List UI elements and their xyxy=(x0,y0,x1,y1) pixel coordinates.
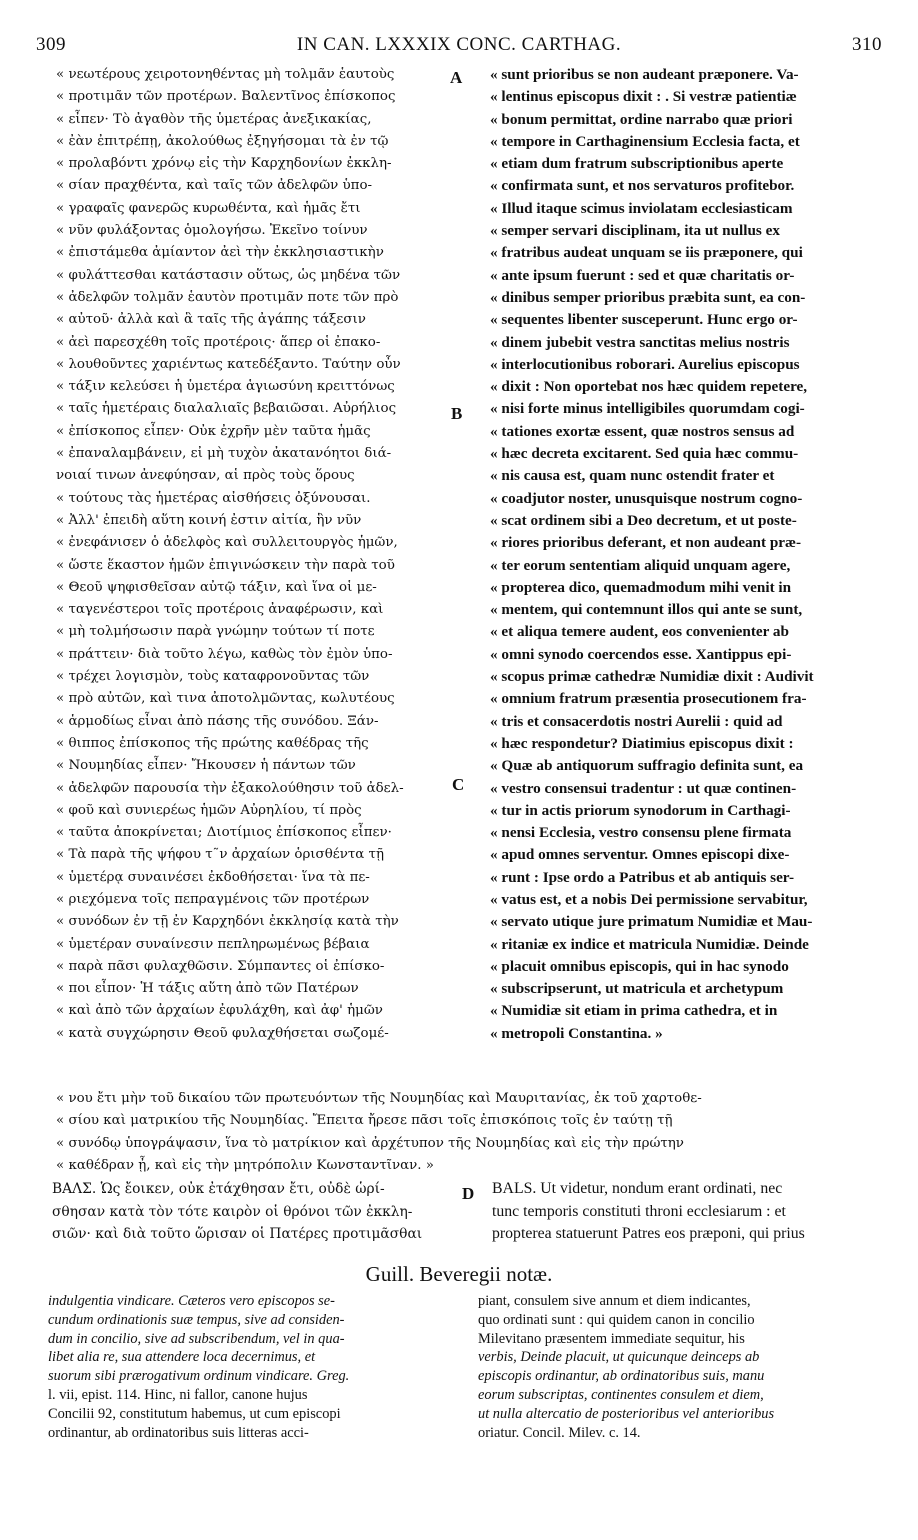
greek-text-line: « ὥστε ἕκαστον ἡμῶν ἐπιγινώσκειν τὴν παρὰ τοῦ xyxy=(56,557,395,573)
latin-text-line: « etiam dum fratrum subscriptionibus aperte xyxy=(490,155,784,173)
latin-text-line: « nisi forte minus intelligibiles quorumdam cogi- xyxy=(490,400,805,418)
note-line: dum in concilio, sive ad subscribendum, vel in qua- xyxy=(48,1330,345,1347)
note-line: libet alia re, sua attendere loca decernimus, et xyxy=(48,1349,316,1366)
latin-text-line: « dinem jubebit vestra sanctitas melius nostris xyxy=(490,333,790,351)
greek-text-line: « ἐὰν ἐπιτρέπῃ, ἀκολούθως ἐξηγήσομαι τὰ ἐν τῷ xyxy=(56,133,389,149)
latin-text-line: « scat ordinem sibi a Deo decretum, et ut poste- xyxy=(490,511,797,529)
greek-text-line: « Ἀλλ' ἐπειδὴ αὕτη κοινή ἐστιν αἰτία, ἣν νῦν xyxy=(56,512,362,528)
greek-text-line: « ταγενέστεροι τοῖς προτέροις ἀναφέρωσιν, καὶ xyxy=(56,602,384,618)
greek-text-line: « ἁρμοδίως εἶναι ἀπὸ πάσης τῆς συνόδου. Ξάν- xyxy=(56,713,379,729)
latin-text-line: « runt : Ipse ordo a Patribus et ab antiquis ser- xyxy=(490,868,795,886)
greek-text-line: « ταῖς ἡμετέραις διαλαλιαῖς βεβαιῶσαι. Αὐρήλιος xyxy=(56,401,397,417)
balsamon-greek-commentary xyxy=(52,1178,458,1246)
note-line: eorum subscriptas, continentes consulem et diem, xyxy=(478,1386,764,1403)
greek-text-line: « γραφαῖς φανερῶς κυρωθέντα, καὶ ἡμᾶς ἔτι xyxy=(56,200,361,216)
latin-text-line: « placuit omnibus episcopis, qui in hac synodo xyxy=(490,957,789,975)
greek-text-line: « κατὰ συγχώρησιν Θεοῦ φυλαχθήσεται σωζομέ- xyxy=(56,1025,389,1041)
greek-full-line: « συνόδῳ ὑπογράψασιν, ἵνα τὸ ματρίκιον καὶ ἀρχέτυπον τῆς Νουμηδίας καὶ εἰς τὴν πρώτην xyxy=(56,1135,684,1151)
latin-text-line: « servato utique jure primatum Numidiæ et Mau- xyxy=(490,913,813,931)
greek-full-line: « νου ἔτι μὴν τοῦ δικαίου τῶν πρωτευόντων τῆς Νουμηδίας καὶ Μαυριτανίας, ἐκ τοῦ χαρτοθε- xyxy=(56,1091,702,1106)
balsamon-greek-line: σθησαν κατὰ τὸν τότε καιρὸν οἱ θρόνοι τῶν ἐκκλη- xyxy=(52,1203,413,1220)
latin-text-line: « et aliqua temere audent, eos convenienter ab xyxy=(490,623,789,641)
running-title: IN CAN. LXXXIX CONC. CARTHAG. xyxy=(296,34,622,55)
latin-text-line: « tationes exortæ essent, quæ nostros sensus ad xyxy=(490,422,795,440)
margin-letter-b: B xyxy=(451,404,463,423)
balsamon-greek-line: ΒΑΛΣ. Ὡς ἔοικεν, οὐκ ἐτάχθησαν ἔτι, οὐδὲ ὡρί- xyxy=(52,1181,385,1197)
note-line: oriatur. Concil. Milev. c. 14. xyxy=(478,1424,641,1441)
note-line: l. vii, epist. 114. Hinc, ni fallor, canone hujus xyxy=(48,1386,308,1403)
latin-text-line: « sequentes libenter susceperunt. Hunc ergo or- xyxy=(490,311,798,329)
greek-text-line: νοιαί τινων ἀνεφύησαν, αἱ πρὸς τοὺς ὅρους xyxy=(56,468,355,484)
margin-letter-c: C xyxy=(452,775,465,794)
greek-continuation-full-width xyxy=(56,1088,894,1177)
greek-text-line: « θιππος ἐπίσκοπος τῆς πρώτης καθέδρας τῆς xyxy=(56,735,369,751)
latin-text-line: « mentem, qui contemnunt illos qui ante se sunt, xyxy=(490,601,803,619)
note-line: quo ordinati sunt : qui quidem canon in concilio xyxy=(478,1311,755,1328)
latin-text-line: « vestro consensui tradentur : ut quæ continen- xyxy=(490,779,797,797)
greek-text-line: « ἀδελφῶν παρουσία τὴν ἐξακολούθησιν τοῦ ἀδελ- xyxy=(56,780,404,796)
latin-text-line: « sunt prioribus se non audeant præponere. Va- xyxy=(490,66,799,83)
latin-text-line: « nensi Ecclesia, vestro consensu plene firmata xyxy=(490,824,792,842)
latin-text-line: « omni synodo coercendos esse. Xantippus epi- xyxy=(490,645,792,663)
greek-text-line: « φοῦ καὶ συνιερέως ἡμῶν Αὐρηλίου, τί πρὸς xyxy=(56,802,362,818)
latin-text-line: « Quæ ab antiquorum suffragio definita sunt, ea xyxy=(490,757,804,775)
greek-text-column xyxy=(56,64,463,1045)
latin-text-line: « ritaniæ ex indice et matricula Numidiæ. Deinde xyxy=(490,935,809,953)
latin-text-line: « vatus est, et a nobis Dei permissione servabitur, xyxy=(490,890,808,908)
latin-text-line: « propterea dico, quemadmodum mihi venit in xyxy=(490,578,792,596)
greek-text-line: « παρὰ πᾶσι φυλαχθῶσιν. Σύμπαντες οἱ ἐπίσκο- xyxy=(56,958,385,974)
latin-text-line: « dinibus semper prioribus præbita sunt, ea con- xyxy=(490,288,806,306)
greek-text-line: « πρὸ αὐτῶν, καὶ τινα ἀποτολμῶντας, κωλυτέους xyxy=(56,691,395,707)
greek-full-line: « καθέδραν ᾖ, καὶ εἰς τὴν μητρόπολιν Κωνσταντῖναν. » xyxy=(56,1157,435,1173)
margin-letter-d: D xyxy=(462,1184,475,1203)
balsamon-latin-line: BALS. Ut videtur, nondum erant ordinati, nec xyxy=(492,1180,783,1197)
latin-text-line: « dixit : Non oportebat nos hæc quidem repetere, xyxy=(490,378,808,396)
greek-text-line: « ταῦτα ἀποκρίνεται; Διοτίμιος ἐπίσκοπος εἶπεν· xyxy=(56,825,392,841)
latin-text-line: « apud omnes serventur. Omnes episcopi dixe- xyxy=(490,846,790,864)
latin-text-line: « omnium fratrum præsentia prosecutionem fra- xyxy=(490,690,807,708)
note-line: piant, consulem sive annum et diem indicantes, xyxy=(478,1293,751,1309)
note-line: ut nulla altercatio de posterioribus vel anterioribus xyxy=(478,1405,775,1422)
latin-text-column xyxy=(490,64,882,1045)
greek-text-line: « ἀδελφῶν τολμᾶν ἑαυτὸν προτιμᾶν ποτε τῶν πρὸ xyxy=(56,289,399,305)
greek-text-line: « πράττειν· διὰ τοῦτο λέγω, καθὼς τὸν ἐμὸν ὑπο- xyxy=(56,646,393,662)
latin-text-line: « tur in actis priorum synodorum in Carthagi- xyxy=(490,801,791,819)
greek-text-line: « νῦν φυλάξοντας ὁμολογήσω. Ἐκεῖνο τοίνυν xyxy=(56,223,368,239)
note-line: episcopis ordinantur, ab ordinatoribus suis, manu xyxy=(478,1368,765,1385)
greek-text-line: « ἐνεφάνισεν ὁ ἀδελφὸς καὶ συλλειτουργὸς ἡμῶν, xyxy=(56,535,398,551)
greek-text-line: « καὶ ἀπὸ τῶν ἀρχαίων ἐφυλάχθη, καὶ ἀφ' ἡμῶν xyxy=(56,1003,383,1019)
greek-text-line: « ἐπίσκοπος εἶπεν· Οὐκ ἐχρῆν μὲν ταῦτα ἡμᾶς xyxy=(56,423,371,439)
greek-text-line: « ἀεὶ παρεσχέθη τοῖς προτέροις· ἅπερ οἱ ἐπακο- xyxy=(56,334,381,350)
note-line: Concilii 92, constitutum habemus, ut cum episcopi xyxy=(48,1405,341,1422)
greek-text-line: « εἶπεν· Τὸ ἀγαθὸν τῆς ὑμετέρας ἀνεξικακίας, xyxy=(56,111,372,127)
notes-right-column xyxy=(478,1292,892,1442)
greek-text-line: « ποι εἶπον· Ἡ τάξις αὕτη ἀπὸ τῶν Πατέρων xyxy=(56,981,359,997)
latin-text-line: « fratribus audeat unquam se iis præponere, qui xyxy=(490,244,803,262)
page-number-right: 310 xyxy=(852,34,882,55)
greek-text-line: « προτιμᾶν τῶν προτέρων. Βαλεντῖνος ἐπίσκοπος xyxy=(56,89,396,105)
latin-text-line: « confirmata sunt, et nos servaturos profitebor. xyxy=(490,177,795,195)
greek-text-line: « συνόδων ἐν τῇ ἐν Καρχηδόνι ἐκκλησίᾳ κατὰ τὴν xyxy=(56,914,399,930)
greek-text-line: « Θεοῦ ψηφισθεῖσαν αὐτῷ τάξιν, καὶ ἵνα οἱ με- xyxy=(56,579,377,595)
greek-text-line: « ὑμετέρᾳ συναινέσει ἐκδοθήσεται· ἵνα τὰ πε- xyxy=(56,869,370,885)
latin-text-line: « scopus primæ cathedræ Numidiæ dixit : Audivit xyxy=(490,668,814,686)
latin-text-line: « ter eorum sententiam aliquid unquam agere, xyxy=(490,556,791,574)
greek-text-line: « μὴ τολμήσωσιν παρὰ γνώμην τούτων τί ποτε xyxy=(56,624,375,640)
greek-text-line: « τούτους τὰς ἡμετέρας αἰσθήσεις ὀξύνουσαι. xyxy=(56,490,371,506)
greek-text-line: « τάξιν κελεύσει ἡ ὑμετέρα ἁγιωσύνη κρειττόνως xyxy=(56,379,395,395)
latin-text-line: « riores prioribus deferant, et non audeant præ- xyxy=(490,534,802,552)
greek-text-line: « ριεχόμενα τοῖς πεπραγμένοις τῶν προτέρων xyxy=(56,891,370,907)
greek-text-line: « αὐτοῦ· ἀλλὰ καὶ ἃ ταῖς τῆς ἀγάπης τάξεσιν xyxy=(56,312,366,328)
notes-heading: Guill. Beveregii notæ. xyxy=(365,1262,553,1286)
note-line: indulgentia vindicare. Cæteros vero episcopos se- xyxy=(48,1293,335,1309)
balsamon-latin-line: propterea statuerunt Patres eos præponi, qui prius xyxy=(492,1225,805,1242)
latin-text-line: « nis causa est, quam nunc ostendit frater et xyxy=(490,467,775,485)
latin-text-line: « hæc respondetur? Diatimius episcopus dixit : xyxy=(490,734,794,752)
note-line: suorum sibi prærogativum ordinum vindicare. Greg. xyxy=(48,1368,350,1385)
greek-text-line: « νεωτέρους χειροτονηθέντας μὴ τολμᾶν ἑαυτοὺς xyxy=(56,67,395,82)
latin-text-line: « coadjutor noster, unusquisque nostrum cogno- xyxy=(490,489,803,507)
greek-full-line: « σίου καὶ ματρικίου τῆς Νουμηδίας. Ἔπειτα ἤρεσε πᾶσι τοῖς ἐπισκόποις τοῖς ἐν ταύτῃ τῇ xyxy=(56,1113,673,1129)
balsamon-latin-commentary xyxy=(492,1178,886,1246)
latin-text-line: « interlocutionibus roborari. Aurelius episcopus xyxy=(490,355,800,373)
latin-text-line: « semper servari disciplinam, ita ut nullus ex xyxy=(490,222,780,240)
latin-text-line: « subscripserunt, ut matricula et archetypum xyxy=(490,980,784,998)
greek-text-line: « ὑμετέραν συναίνεσιν πεπληρωμένως βέβαια xyxy=(56,936,370,952)
greek-text-line: « Τὰ παρὰ τῆς ψήφου τ῀ν ἀρχαίων ὁρισθέντα τῇ xyxy=(56,847,384,863)
greek-text-line: « φυλάττεσθαι κατάστασιν οὕτως, ὡς μηδένα τῶν xyxy=(56,267,401,283)
note-line: cundum ordinationis suæ tempus, sive ad considen- xyxy=(48,1311,345,1328)
note-line: ordinantur, ab ordinatoribus suis litteras acci- xyxy=(48,1424,309,1441)
latin-text-line: « tempore in Carthaginensium Ecclesia facta, et xyxy=(490,132,800,150)
latin-text-line: « Illud itaque scimus inviolatam ecclesiasticam xyxy=(490,199,793,217)
balsamon-greek-line: σιῶν· καὶ διὰ τοῦτο ὥρισαν οἱ Πατέρες προτιμᾶσθαι xyxy=(52,1226,423,1242)
latin-text-line: « hæc decreta excitarent. Sed quia hæc commu- xyxy=(490,445,799,463)
latin-text-line: « ante ipsum fuerunt : sed et quæ charitatis or- xyxy=(490,266,795,284)
greek-text-line: « τρέχει λογισμὸν, τοὺς καταφρονοῦντας τῶν xyxy=(56,669,370,685)
running-header xyxy=(36,34,882,58)
balsamon-latin-line: tunc temporis constituti throni ecclesiarum : et xyxy=(492,1202,786,1220)
greek-text-line: « προλαβόντι χρόνῳ εἰς τὴν Καρχηδονίων ἐκκλη- xyxy=(56,156,392,172)
latin-text-line: « tris et consacerdotis nostri Aurelii : quid ad xyxy=(490,712,783,730)
greek-text-line: « λουθοῦντες χαριέντως κατεδέξαντο. Ταύτην οὖν xyxy=(56,356,401,372)
page-number-left: 309 xyxy=(36,34,66,55)
note-line: verbis, Deinde placuit, ut quicunque deinceps ab xyxy=(478,1349,760,1366)
greek-text-line: « σίαν πραχθέντα, καὶ ταῖς τῶν ἀδελφῶν ὑπο- xyxy=(56,178,373,194)
notes-left-column xyxy=(48,1292,462,1442)
latin-text-line: « bonum permittat, ordine narrabo quæ priori xyxy=(490,110,793,128)
latin-text-line: « Numidiæ sit etiam in prima cathedra, et in xyxy=(490,1002,778,1020)
latin-text-line: « lentinus episcopus dixit : . Si vestræ patientiæ xyxy=(490,88,797,106)
greek-text-line: « Νουμηδίας εἶπεν· Ἤκουσεν ἡ πάντων τῶν xyxy=(56,758,356,774)
margin-letter-a: A xyxy=(450,68,463,87)
latin-text-line: « metropoli Constantina. » xyxy=(490,1024,663,1042)
greek-text-line: « ἐπαναλαμβάνειν, εἰ μὴ τυχὸν ἀκατανόητοι διά- xyxy=(56,446,392,462)
note-line: Milevitano præsentem immediate sequitur, his xyxy=(478,1330,745,1347)
greek-text-line: « ἐπιστάμεθα ἀμίαντον ἀεὶ τὴν ἐκκλησιαστικὴν xyxy=(56,245,384,261)
